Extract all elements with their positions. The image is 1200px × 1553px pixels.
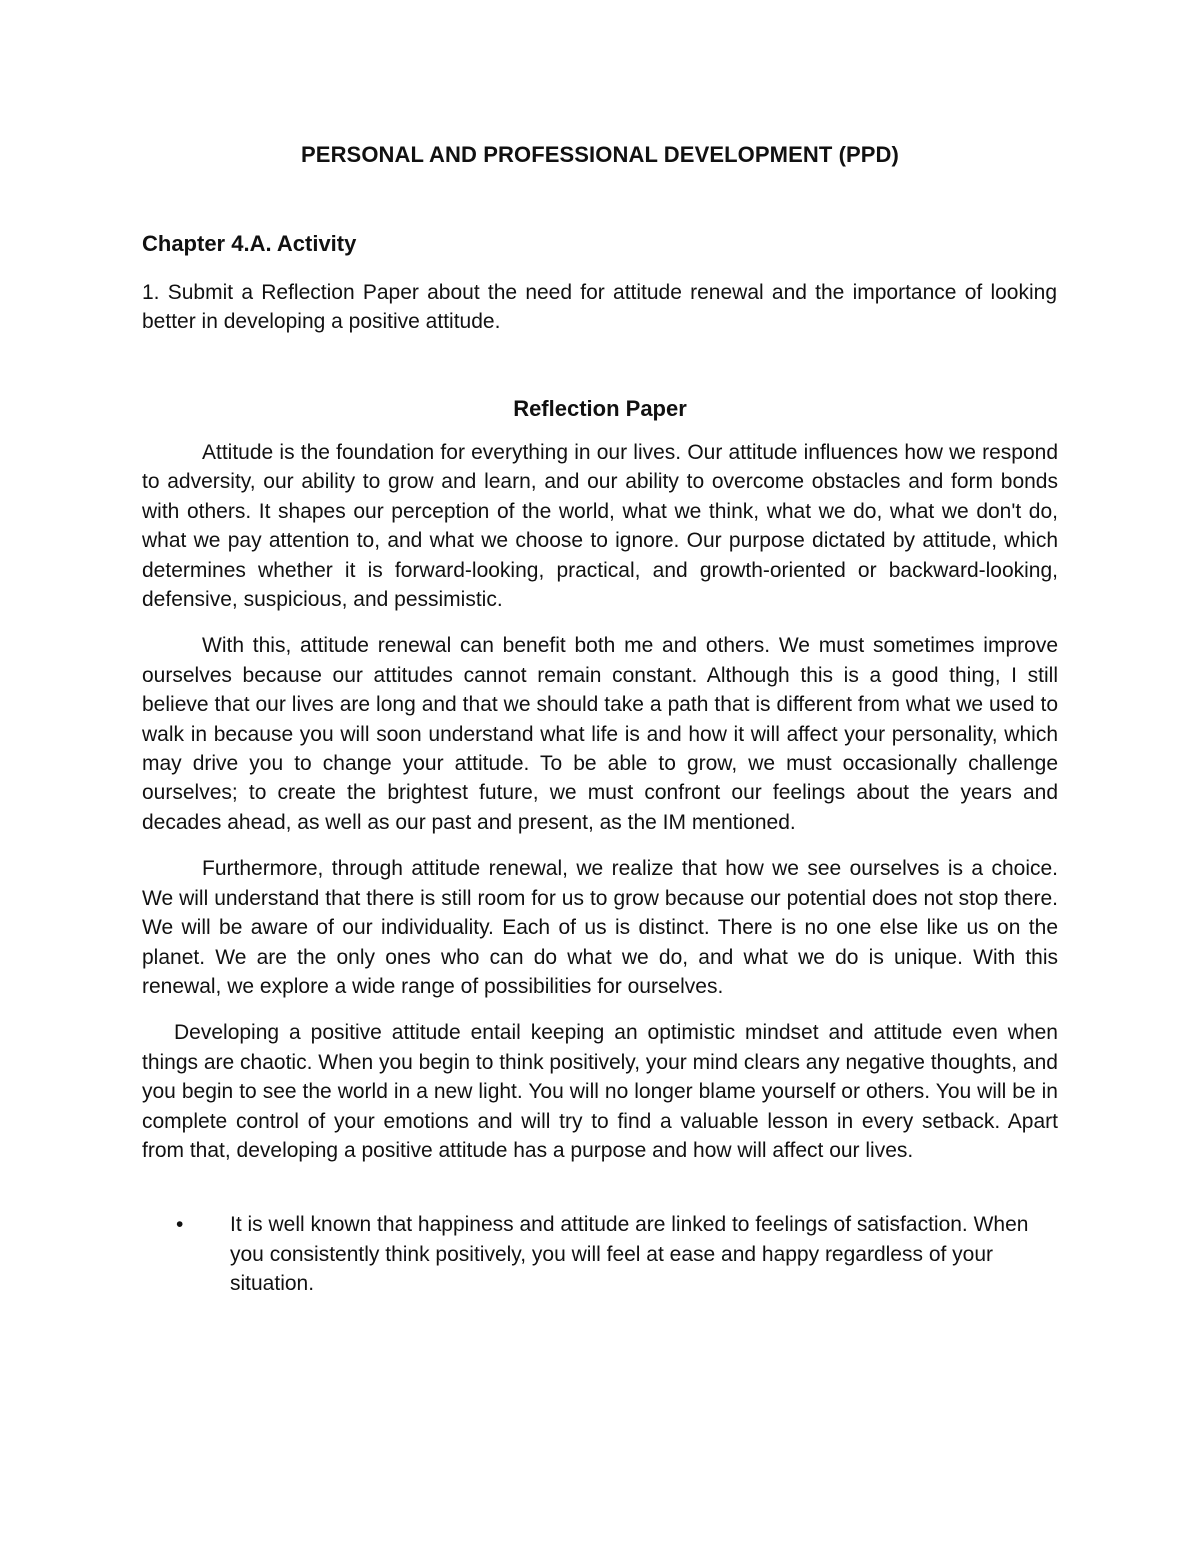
bullet-icon: • (176, 1213, 184, 1237)
paragraph: Developing a positive attitude entail keeping an optimistic mindset and attitude even when things are chaotic. When you begin to think positively, your mind clears any negative thoughts, and you begin to see the world in a new light. You will no longer blame yourself or others. You will be in complete control of your emotions and will try to find a valuable lesson in every setback. Apart from that, developing a positive attitude has a purpose and how will affect our lives. (142, 1021, 1058, 1162)
section-title: Reflection Paper (513, 396, 687, 421)
document-title: PERSONAL AND PROFESSIONAL DEVELOPMENT (PPD) (301, 142, 899, 167)
bullet-list (142, 1210, 1058, 1298)
paragraph: Attitude is the foundation for everything in our lives. Our attitude influences how we respond to adversity, our ability to grow and learn, and our ability to overcome obstacles and form bonds with others. It shapes our perception of the world, what we think, what we do, what we don't do, what we pay attention to, and what we choose to ignore. Our purpose dictated by attitude, which determines whether it is forward-looking, practical, and growth-oriented or backward-looking, defensive, suspicious, and pessimistic. (142, 441, 1058, 612)
reflection-body (142, 438, 1058, 1299)
activity-prompt: 1. Submit a Reflection Paper about the need for attitude renewal and the importance of looking better in developing a positive attitude. (142, 281, 1057, 333)
chapter-heading: Chapter 4.A. Activity (142, 231, 357, 256)
paragraph: With this, attitude renewal can benefit both me and others. We must sometimes improve ourselves because our attitudes cannot remain constant. Although this is a good thing, I still believe that our lives are long and that we should take a path that is different from what we used to walk in because you will soon understand what life is and how it will affect your personality, which may drive you to change your attitude. To be able to grow, we must occasionally challenge ourselves; to create the brightest future, we must confront our feelings about the years and decades ahead, as well as our past and present, as the IM mentioned. (142, 634, 1058, 834)
list-item (142, 1210, 1058, 1298)
bullet-text: It is well known that happiness and attitude are linked to feelings of satisfaction. When you consistently think positively, you will feel at ease and happy regardless of your situation. (230, 1213, 1029, 1296)
paragraph: Furthermore, through attitude renewal, we realize that how we see ourselves is a choice. We will understand that there is still room for us to grow because our potential does not stop there. We will be aware of our individuality. Each of us is distinct. There is no one else like us on the planet. We are the only ones who can do what we do, and what we do is unique. With this renewal, we explore a wide range of possibilities for ourselves. (142, 857, 1058, 998)
